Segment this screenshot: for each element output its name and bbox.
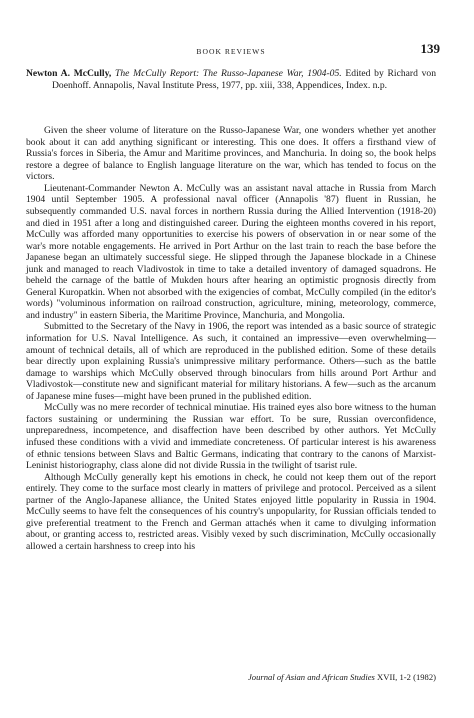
review-paragraph: McCully was no mere recorder of technical minutiae. His trained eyes also bore witness to the human factors sustaining or undermining the Russian war effort. To be sure, Russian overconfidence, unpreparedness, incompetence, and disaffection have been described by other authors. Yet McCully infused these conditions with a vivid and immediate concreteness. Of particular interest is his awareness of ethnic tensions between Slavs and Baltic Germans, indicating that contrary to the canons of Marxist-Leninist historiography, class alone did not divide Russia in the twilight of tsarist rule. <box>26 402 436 472</box>
journal-issue: XVII, 1-2 (1982) <box>377 672 436 682</box>
page-number: 139 <box>420 41 440 56</box>
citation-details: Edited by Richard von Doenhoff. Annapolis, Naval Institute Press, 1977, pp. xiii, 338, Appendices, Index. n.p. <box>52 68 436 91</box>
review-paragraph: Given the sheer volume of literature on the Russo-Japanese War, one wonders whether yet another book about it can add anything significant or interesting. This one does. It offers a firsthand view of Russia's forces in Siberia, the Amur and Maritime provinces, and Manchuria. In doing so, the book helps restore a degree of balance to English language literature on the war, which has tended to focus on the victors. <box>26 125 436 183</box>
page-header <box>26 38 440 58</box>
journal-name: Journal of Asian and African Studies <box>247 672 375 682</box>
review-body <box>26 125 436 552</box>
book-citation <box>26 68 436 91</box>
citation-title: The McCully Report: The Russo-Japanese War, 1904-05. <box>115 68 342 79</box>
journal-footer <box>248 672 436 682</box>
book-review-page <box>26 38 440 552</box>
review-paragraph: Lieutenant-Commander Newton A. McCully was an assistant naval attache in Russia from March 1904 until September 1905. A professional naval officer (Annapolis '87) fluent in Russian, he subsequently commanded U.S. naval forces in northern Russia during the Allied Intervention (1918-20) and died in 1951 after a long and distinguished career. During the eighteen months covered in his report, McCully was afforded many opportunities to exercise his powers of observation in or near some of the war's more notable engagements. He arrived in Port Arthur on the last train to reach the base before the Japanese began an ultimately successful siege. He slipped through the Japanese blockade in a Chinese junk and managed to reach Vladivostok in time to take a detailed inventory of damaged squadrons. He beheld the carnage of the battle of Mukden hours after hearing an optimistic prognosis directly from General Kuropatkin. When not absorbed with the exigencies of combat, McCully compiled (in the editor's words) "voluminous information on railroad construction, agriculture, mining, meteorology, commerce, and industry" in eastern Siberia, the Maritime Province, Manchuria, and Mongolia. <box>26 182 436 321</box>
review-paragraph: Submitted to the Secretary of the Navy in 1906, the report was intended as a basic source of strategic information for U.S. Naval Intelligence. As such, it contained an impressive—even overwhelming—amount of technical details, all of which are reproduced in the published edition. Some of these details bear directly upon explaining Russia's unimpressive military performance. Others—such as the battle damage to warships which McCully observed through binoculars from hills around Port Arthur and Vladivostok—constitute new and significant material for military historians. A few—such as the arcanum of Japanese mine fuses—might have been pruned in the published edition. <box>26 321 436 402</box>
citation-author: Newton A. McCully, <box>26 68 112 79</box>
review-paragraph: Although McCully generally kept his emotions in check, he could not keep them out of the report entirely. They come to the surface most clearly in matters of privilege and protocol. Perceived as a silent partner of the Anglo-Japanese alliance, the United States enjoyed little popularity in Russia in 1904. McCully seems to have felt the consequences of his country's unpopularity, for Russian officials tended to give preferential treatment to the French and German attachés when it came to divulging information about, or granting access to, restricted areas. Visibly vexed by such discrimination, McCully occasionally allowed a certain harshness to creep into his <box>26 471 436 552</box>
running-head: BOOK REVIEWS <box>196 47 266 56</box>
